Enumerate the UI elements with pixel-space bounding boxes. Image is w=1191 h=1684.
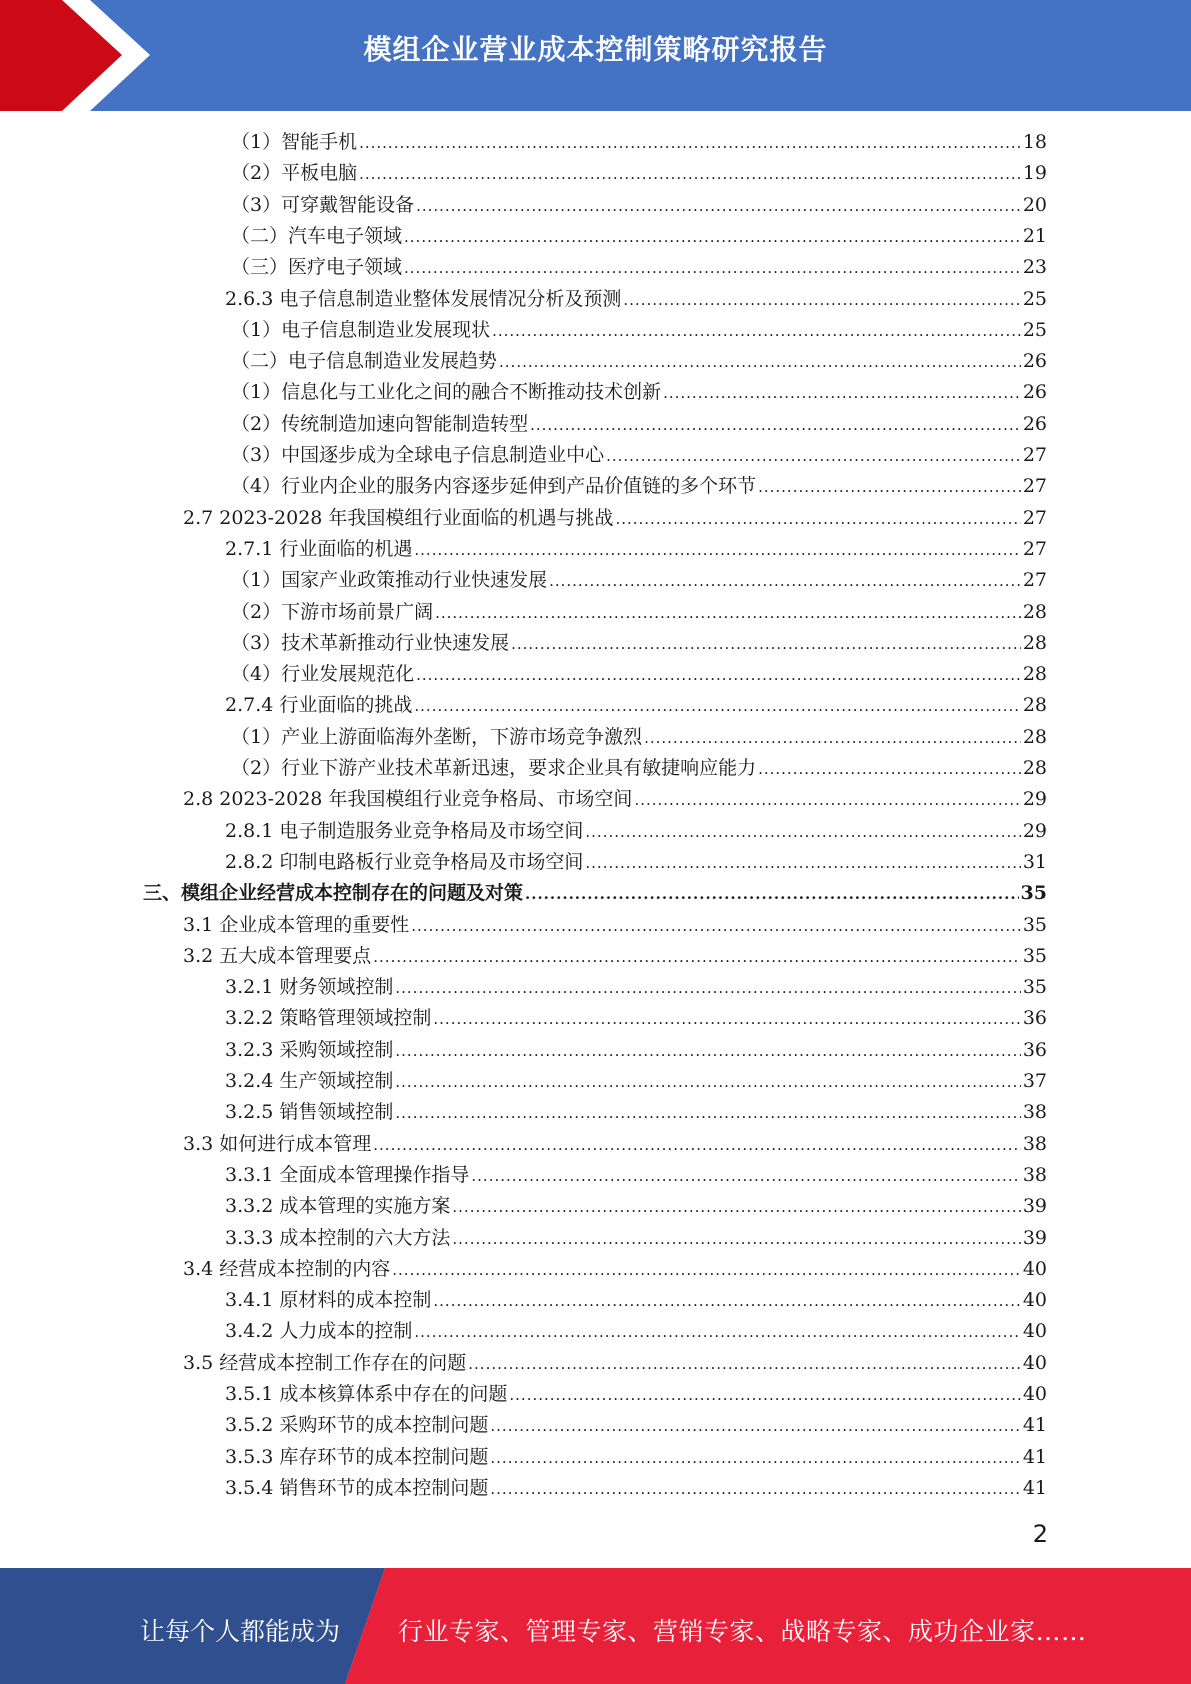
toc-entry-page: 36 — [1022, 1007, 1047, 1030]
toc-entry-title: （2）平板电脑 — [231, 162, 358, 185]
toc-entry-title: （3）中国逐步成为全球电子信息制造业中心 — [231, 444, 605, 466]
toc-leader-dots — [585, 848, 1020, 879]
toc-leader-dots — [404, 222, 1021, 253]
toc-entry-title: （1）产业上游面临海外垄断，下游市场竞争激烈 — [231, 725, 643, 748]
toc-entry-page: 39 — [1022, 1195, 1047, 1218]
toc-leader-dots — [525, 879, 1019, 910]
toc-leader-dots — [359, 159, 1021, 190]
toc-entry-title: （2）下游市场前景广阔 — [231, 600, 434, 623]
toc-entry[interactable] — [183, 910, 1047, 941]
toc-entry-page: 21 — [1022, 224, 1047, 247]
toc-entry-title: 3.4.2 人力成本的控制 — [225, 1320, 413, 1343]
toc-entry-page: 38 — [1022, 1132, 1047, 1155]
toc-entry-page: 26 — [1022, 350, 1047, 373]
toc-entry[interactable] — [231, 190, 1047, 221]
toc-entry-title: 2.6.3 电子信息制造业整体发展情况分析及预测 — [225, 287, 622, 310]
toc-leader-dots — [623, 285, 1020, 316]
toc-entry-page: 29 — [1022, 819, 1047, 842]
toc-leader-dots — [395, 1067, 1020, 1098]
toc-entry-title: 3.2.2 策略管理领域控制 — [225, 1007, 432, 1030]
toc-entry-page: 40 — [1022, 1383, 1047, 1405]
toc-leader-dots — [615, 504, 1020, 535]
toc-entry[interactable] — [231, 628, 1047, 659]
toc-entry-page: 36 — [1022, 1038, 1047, 1061]
toc-entry-page: 27 — [1022, 569, 1047, 592]
toc-entry-page: 18 — [1022, 131, 1047, 153]
toc-entry-title: （1）电子信息制造业发展现状 — [231, 318, 491, 341]
toc-entry-title: （1）信息化与工业化之间的融合不断推动技术创新 — [231, 381, 662, 404]
toc-entry[interactable] — [225, 1223, 1047, 1254]
toc-entry-page: 25 — [1022, 318, 1047, 341]
toc-entry-title: （1）国家产业政策推动行业快速发展 — [231, 569, 548, 592]
toc-entry[interactable] — [231, 252, 1047, 283]
toc-leader-dots — [452, 1192, 1020, 1223]
toc-entry-title: 3.5.2 采购环节的成本控制问题 — [225, 1414, 489, 1437]
toc-entry-title: （2）传统制造加速向智能制造转型 — [231, 412, 529, 435]
toc-entry[interactable] — [231, 753, 1047, 784]
toc-entry[interactable] — [225, 1285, 1047, 1316]
toc-entry[interactable] — [183, 1254, 1047, 1285]
toc-leader-dots — [404, 253, 1021, 284]
toc-entry-page: 28 — [1022, 725, 1047, 748]
toc-leader-dots — [433, 1286, 1020, 1317]
toc-entry[interactable] — [225, 1160, 1047, 1191]
toc-entry-page: 26 — [1022, 381, 1047, 404]
toc-entry[interactable] — [225, 1035, 1047, 1066]
toc-entry[interactable] — [231, 315, 1047, 346]
toc-entry-page: 40 — [1022, 1289, 1047, 1312]
toc-leader-dots — [644, 723, 1021, 754]
toc-entry-page: 40 — [1022, 1351, 1047, 1374]
toc-entry[interactable] — [183, 1348, 1047, 1379]
toc-entry[interactable] — [231, 722, 1047, 753]
toc-leader-dots — [492, 316, 1021, 347]
toc-entry-page: 19 — [1022, 162, 1047, 185]
toc-entry-title: 3.1 企业成本管理的重要性 — [183, 913, 410, 936]
toc-leader-dots — [452, 1224, 1020, 1255]
toc-entry-title: （1）智能手机 — [231, 131, 358, 153]
toc-entry[interactable] — [143, 878, 1047, 909]
toc-entry[interactable] — [231, 440, 1047, 471]
footer-slogan-left: 让每个人都能成为 — [140, 1617, 341, 1646]
toc-entry[interactable] — [225, 816, 1047, 847]
toc-leader-dots — [414, 691, 1020, 722]
toc-entry-title: 2.8.2 印制电路板行业竞争格局及市场空间 — [225, 850, 584, 873]
toc-entry-page: 39 — [1022, 1226, 1047, 1249]
toc-leader-dots — [471, 1161, 1020, 1192]
toc-entry-title: 2.8 2023-2028 年我国模组行业竞争格局、市场空间 — [183, 788, 633, 811]
toc-entry-title: （3）技术革新推动行业快速发展 — [231, 631, 510, 654]
toc-entry-page: 28 — [1022, 663, 1047, 686]
toc-entry-title: 3.2.3 采购领域控制 — [225, 1038, 394, 1061]
toc-entry-title: 3.5 经营成本控制工作存在的问题 — [183, 1351, 467, 1374]
toc-entry[interactable] — [183, 503, 1047, 534]
toc-entry-page: 40 — [1022, 1320, 1047, 1343]
toc-leader-dots — [359, 128, 1021, 159]
toc-entry[interactable] — [231, 565, 1047, 596]
toc-entry-title: 3.5.4 销售环节的成本控制问题 — [225, 1476, 489, 1499]
report-title: 模组企业营业成本控制策略研究报告 — [363, 33, 828, 66]
toc-entry-title: 3.2.5 销售领域控制 — [225, 1101, 394, 1124]
toc-entry-title: 3.2.4 生产领域控制 — [225, 1070, 394, 1092]
toc-leader-dots — [395, 973, 1020, 1004]
toc-entry-title: 2.7.4 行业面临的挑战 — [225, 694, 413, 717]
toc-leader-dots — [395, 1036, 1020, 1067]
toc-leader-dots — [758, 754, 1021, 785]
toc-entry[interactable] — [231, 377, 1047, 408]
toc-entry-page: 26 — [1022, 412, 1047, 435]
toc-entry[interactable] — [183, 1129, 1047, 1160]
toc-leader-dots — [395, 1098, 1020, 1129]
toc-entry[interactable] — [225, 1442, 1047, 1473]
toc-leader-dots — [414, 1317, 1020, 1348]
toc-entry[interactable] — [183, 784, 1047, 815]
toc-entry-title: （三）医疗电子领域 — [231, 256, 403, 279]
toc-entry[interactable] — [225, 972, 1047, 1003]
toc-entry-title: 3.3.2 成本管理的实施方案 — [225, 1195, 451, 1218]
toc-entry[interactable] — [225, 1410, 1047, 1441]
toc-entry[interactable] — [225, 1191, 1047, 1222]
toc-entry-title: 3.4 经营成本控制的内容 — [183, 1257, 391, 1280]
toc-entry-page: 41 — [1022, 1414, 1047, 1437]
toc-leader-dots — [634, 785, 1020, 816]
toc-entry[interactable] — [225, 284, 1047, 315]
toc-entry-title: （4）行业发展规范化 — [231, 663, 415, 686]
toc-leader-dots — [490, 1443, 1020, 1474]
toc-entry-page: 37 — [1022, 1070, 1047, 1092]
toc-entry[interactable] — [225, 1097, 1047, 1128]
toc-leader-dots — [373, 1130, 1021, 1161]
toc-entry-page: 35 — [1022, 976, 1047, 999]
toc-leader-dots — [433, 1004, 1020, 1035]
toc-entry-page: 35 — [1022, 944, 1047, 967]
toc-entry[interactable] — [231, 158, 1047, 189]
toc-entry-title: （4）行业内企业的服务内容逐步延伸到产品价值链的多个环节 — [231, 475, 757, 498]
toc-entry-page: 29 — [1022, 788, 1047, 811]
header-banner — [0, 0, 1191, 111]
toc-entry-page: 35 — [1022, 913, 1047, 936]
toc-leader-dots — [416, 191, 1021, 222]
toc-entry[interactable] — [231, 409, 1047, 440]
toc-entry-title: 3.5.3 库存环节的成本控制问题 — [225, 1445, 489, 1468]
toc-leader-dots — [373, 942, 1021, 973]
toc-entry-title: （2）行业下游产业技术革新迅速，要求企业具有敏捷响应能力 — [231, 757, 757, 779]
toc-entry-title: 3.4.1 原材料的成本控制 — [225, 1289, 432, 1312]
toc-entry-page: 41 — [1022, 1476, 1047, 1499]
toc-entry[interactable] — [231, 597, 1047, 628]
toc-entry-page: 28 — [1022, 631, 1047, 654]
toc-entry-page: 31 — [1022, 850, 1047, 873]
toc-entry-page: 28 — [1022, 757, 1047, 779]
toc-entry-page: 28 — [1022, 694, 1047, 717]
toc-leader-dots — [509, 1380, 1020, 1411]
toc-entry-page: 38 — [1022, 1101, 1047, 1124]
toc-entry-title: 2.8.1 电子制造服务业竞争格局及市场空间 — [225, 819, 584, 842]
toc-leader-dots — [499, 347, 1021, 378]
toc-leader-dots — [530, 410, 1021, 441]
toc-entry[interactable] — [225, 1379, 1047, 1410]
toc-leader-dots — [663, 378, 1021, 409]
toc-entry-page: 27 — [1022, 444, 1047, 466]
toc-entry-title: （二）汽车电子领域 — [231, 224, 403, 247]
toc-entry[interactable] — [231, 346, 1047, 377]
toc-entry-page: 20 — [1022, 193, 1047, 216]
toc-leader-dots — [490, 1411, 1020, 1442]
toc-entry-page: 23 — [1022, 256, 1047, 279]
toc-leader-dots — [414, 535, 1020, 566]
toc-entry-page: 25 — [1022, 287, 1047, 310]
toc-entry[interactable] — [183, 941, 1047, 972]
toc-entry[interactable] — [225, 1316, 1047, 1347]
toc-entry-title: 3.2 五大成本管理要点 — [183, 944, 372, 967]
toc-entry-title: 3.3 如何进行成本管理 — [183, 1132, 372, 1155]
toc-entry-title: （二）电子信息制造业发展趋势 — [231, 350, 498, 373]
toc-entry-page: 27 — [1022, 475, 1047, 498]
toc-entry-title: 2.7 2023-2028 年我国模组行业面临的机遇与挑战 — [183, 506, 614, 529]
toc-leader-dots — [585, 817, 1020, 848]
footer-banner — [0, 1568, 1191, 1684]
toc-entry-page: 41 — [1022, 1445, 1047, 1468]
page-number: 2 — [1032, 1520, 1048, 1548]
toc-entry[interactable] — [225, 690, 1047, 721]
toc-entry[interactable] — [231, 127, 1047, 158]
toc-entry[interactable] — [225, 1066, 1047, 1097]
toc-leader-dots — [392, 1255, 1021, 1286]
toc-leader-dots — [490, 1474, 1020, 1505]
toc-entry-page: 27 — [1022, 537, 1047, 560]
toc-entry-page: 27 — [1022, 506, 1047, 529]
toc-leader-dots — [758, 472, 1021, 503]
toc-entry[interactable] — [225, 847, 1047, 878]
toc-entry-title: （3）可穿戴智能设备 — [231, 193, 415, 216]
toc-leader-dots — [468, 1349, 1021, 1380]
toc-entry[interactable] — [225, 534, 1047, 565]
toc-entry[interactable] — [231, 471, 1047, 502]
toc-entry-page: 35 — [1020, 882, 1047, 905]
toc-entry-title: 2.7.1 行业面临的机遇 — [225, 537, 413, 560]
toc-leader-dots — [416, 660, 1021, 691]
toc-entry-page: 40 — [1022, 1257, 1047, 1280]
toc-leader-dots — [511, 629, 1021, 660]
toc-entry-title: 3.2.1 财务领域控制 — [225, 976, 394, 999]
toc-entry-page: 28 — [1022, 600, 1047, 623]
toc-entry[interactable] — [231, 659, 1047, 690]
toc-entry[interactable] — [225, 1003, 1047, 1034]
toc-entry-title: 3.5.1 成本核算体系中存在的问题 — [225, 1383, 508, 1405]
toc-entry-page: 38 — [1022, 1163, 1047, 1186]
toc-leader-dots — [435, 598, 1021, 629]
toc-leader-dots — [549, 566, 1021, 597]
toc-entry-title: 3.3.3 成本控制的六大方法 — [225, 1226, 451, 1249]
toc-entry[interactable] — [225, 1473, 1047, 1504]
toc-entry[interactable] — [231, 221, 1047, 252]
footer-slogan-right: 行业专家、管理专家、营销专家、战略专家、成功企业家…… — [398, 1617, 1087, 1646]
toc-leader-dots — [411, 911, 1021, 942]
toc-entry-title: 三、模组企业经营成本控制存在的问题及对策 — [143, 882, 524, 905]
toc-entry-title: 3.3.1 全面成本管理操作指导 — [225, 1163, 470, 1186]
toc-leader-dots — [606, 441, 1021, 472]
